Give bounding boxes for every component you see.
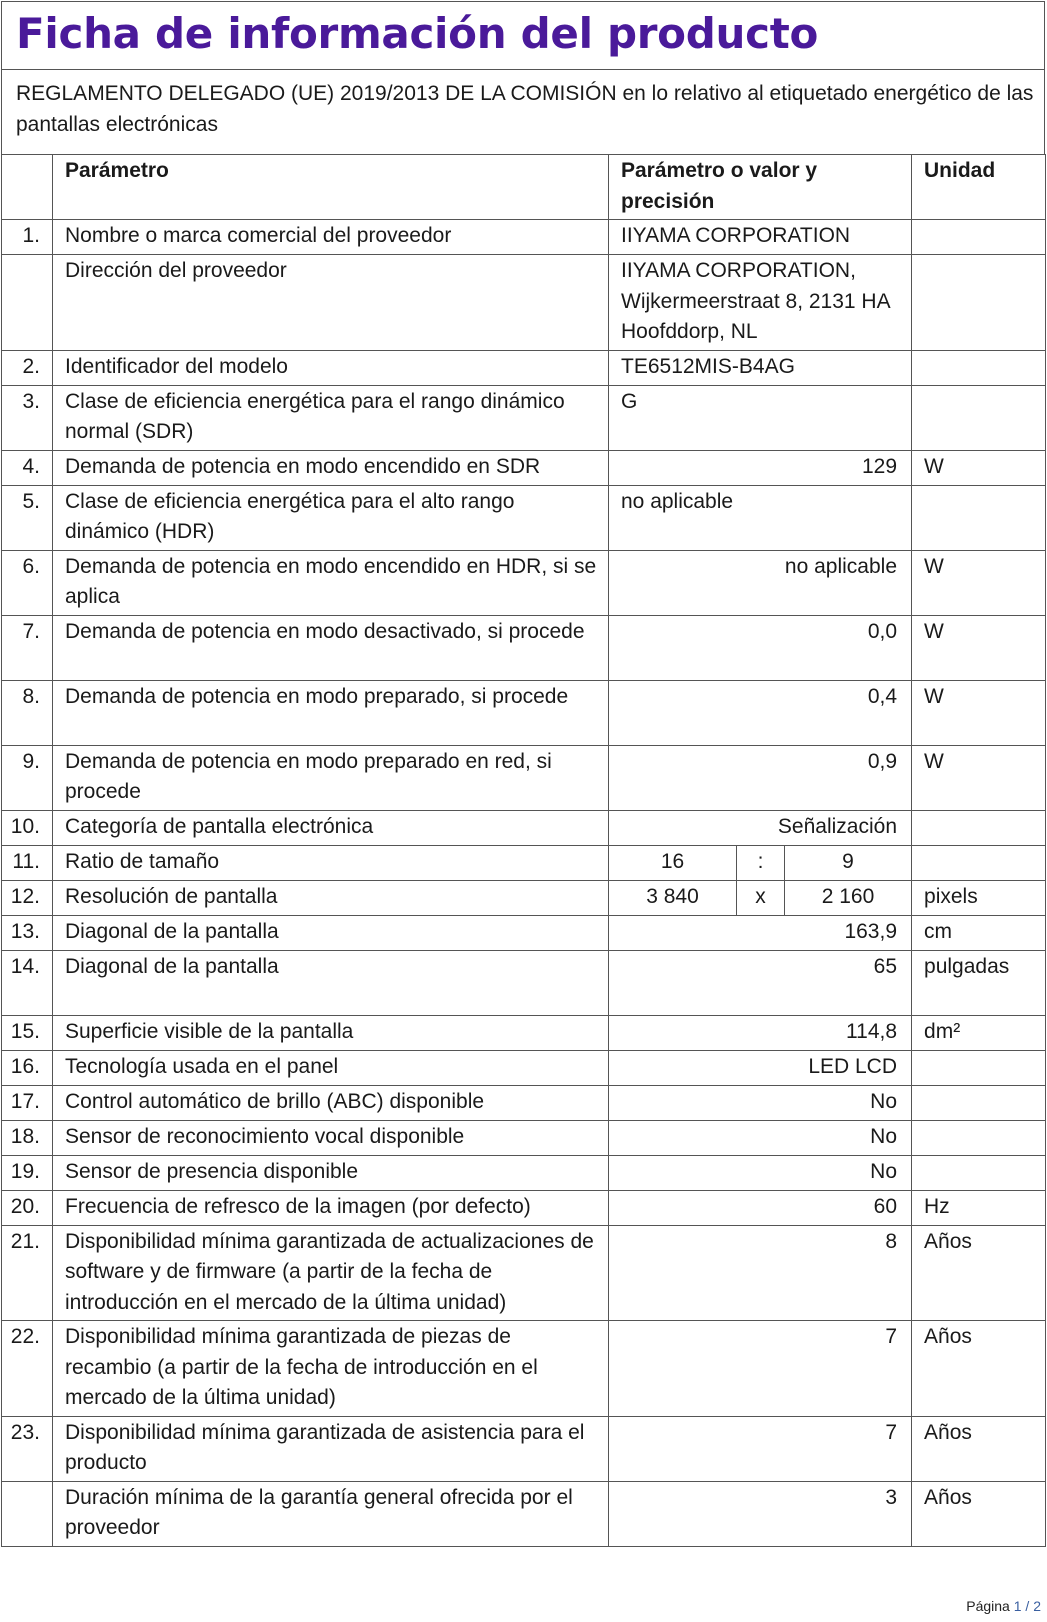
- row-number: 6.: [2, 550, 53, 615]
- row-unit: W: [912, 450, 1046, 485]
- header-value: Parámetro o valor y precisión: [609, 155, 912, 220]
- row-number: 8.: [2, 680, 53, 745]
- table-body: [2, 220, 1046, 1547]
- row-number: 1.: [2, 220, 53, 255]
- table-row: [2, 550, 1046, 615]
- row-value: 65: [609, 950, 912, 1015]
- row-number: 3.: [2, 385, 53, 450]
- row-value: IIYAMA CORPORATION: [609, 220, 912, 255]
- page-current: 1: [1013, 1598, 1022, 1614]
- product-table: [1, 154, 1046, 1547]
- row-parameter: Demanda de potencia en modo preparado, si procede: [53, 680, 609, 745]
- row-unit: cm: [912, 915, 1046, 950]
- page-total: 2: [1033, 1598, 1041, 1614]
- table-row: [2, 1481, 1046, 1546]
- table-row: [2, 680, 1046, 745]
- row-unit: [912, 1120, 1046, 1155]
- row-value: No: [609, 1120, 912, 1155]
- row-unit: W: [912, 615, 1046, 680]
- row-number: 7.: [2, 615, 53, 680]
- row-number: 9.: [2, 745, 53, 810]
- table-row: [2, 220, 1046, 255]
- row-unit: [912, 485, 1046, 550]
- row-parameter: Clase de eficiencia energética para el alto rango dinámico (HDR): [53, 485, 609, 550]
- row-parameter: Ratio de tamaño: [53, 845, 609, 880]
- row-unit: [912, 385, 1046, 450]
- row-unit: pixels: [912, 880, 1046, 915]
- page-label: Página: [966, 1598, 1010, 1614]
- page-title: Ficha de información del producto: [16, 9, 819, 58]
- title-box: [1, 1, 1045, 69]
- row-value: 114,8: [609, 1015, 912, 1050]
- row-parameter: Duración mínima de la garantía general ofrecida por el proveedor: [53, 1481, 609, 1546]
- row-value: Señalización: [609, 810, 912, 845]
- row-parameter: Superficie visible de la pantalla: [53, 1015, 609, 1050]
- row-value: 0,9: [609, 745, 912, 810]
- header-number: [2, 155, 53, 220]
- row-parameter: Control automático de brillo (ABC) disponible: [53, 1085, 609, 1120]
- row-value: IIYAMA CORPORATION, Wijkermeerstraat 8, 2131 HA Hoofddorp, NL: [609, 255, 912, 351]
- row-parameter: Disponibilidad mínima garantizada de actualizaciones de software y de firmware (a partir de la fecha de introducción en el mercado de la última unidad): [53, 1225, 609, 1321]
- table-row: [2, 1416, 1046, 1481]
- row-parameter: Disponibilidad mínima garantizada de piezas de recambio (a partir de la fecha de introducción en el mercado de la última unidad): [53, 1321, 609, 1417]
- row-unit: dm²: [912, 1015, 1046, 1050]
- product-info-sheet: [1, 1, 1045, 1547]
- row-number: 16.: [2, 1050, 53, 1085]
- row-value: 163,9: [609, 915, 912, 950]
- header-unit: Unidad: [912, 155, 1046, 220]
- table-row: [2, 255, 1046, 351]
- row-unit: [912, 255, 1046, 351]
- row-unit: pulgadas: [912, 950, 1046, 1015]
- row-value-first: 3 840: [609, 880, 737, 915]
- table-row: [2, 950, 1046, 1015]
- row-number: 14.: [2, 950, 53, 1015]
- row-number: 13.: [2, 915, 53, 950]
- page-footer: [966, 1598, 1041, 1614]
- row-parameter: Nombre o marca comercial del proveedor: [53, 220, 609, 255]
- table-row: [2, 1120, 1046, 1155]
- row-number: 18.: [2, 1120, 53, 1155]
- row-unit: Años: [912, 1416, 1046, 1481]
- row-number: [2, 255, 53, 351]
- row-number: 20.: [2, 1190, 53, 1225]
- row-parameter: Tecnología usada en el panel: [53, 1050, 609, 1085]
- row-number: 12.: [2, 880, 53, 915]
- table-row: [2, 485, 1046, 550]
- row-parameter: Diagonal de la pantalla: [53, 950, 609, 1015]
- row-parameter: Demanda de potencia en modo encendido en HDR, si se aplica: [53, 550, 609, 615]
- row-unit: [912, 845, 1046, 880]
- table-row: [2, 385, 1046, 450]
- row-parameter: Demanda de potencia en modo encendido en SDR: [53, 450, 609, 485]
- row-value-first: 16: [609, 845, 737, 880]
- row-parameter: Sensor de presencia disponible: [53, 1155, 609, 1190]
- table-row: [2, 1190, 1046, 1225]
- row-unit: [912, 220, 1046, 255]
- row-number: 22.: [2, 1321, 53, 1417]
- row-parameter: Identificador del modelo: [53, 350, 609, 385]
- table-row: [2, 1085, 1046, 1120]
- table-row: [2, 350, 1046, 385]
- table-row: [2, 450, 1046, 485]
- table-row: [2, 845, 1046, 880]
- row-unit: W: [912, 550, 1046, 615]
- row-value: No: [609, 1155, 912, 1190]
- row-unit: [912, 1085, 1046, 1120]
- table-row: [2, 810, 1046, 845]
- row-value: 60: [609, 1190, 912, 1225]
- row-unit: Años: [912, 1321, 1046, 1417]
- row-number: 19.: [2, 1155, 53, 1190]
- table-row: [2, 1050, 1046, 1085]
- row-parameter: Demanda de potencia en modo preparado en red, si procede: [53, 745, 609, 810]
- row-number: 10.: [2, 810, 53, 845]
- row-parameter: Diagonal de la pantalla: [53, 915, 609, 950]
- table-row: [2, 1225, 1046, 1321]
- page-separator: /: [1025, 1598, 1030, 1614]
- row-value: no aplicable: [609, 550, 912, 615]
- table-row: [2, 915, 1046, 950]
- row-parameter: Frecuencia de refresco de la imagen (por defecto): [53, 1190, 609, 1225]
- row-value-separator: :: [737, 845, 785, 880]
- table-header-row: [2, 155, 1046, 220]
- regulation-text: REGLAMENTO DELEGADO (UE) 2019/2013 DE LA COMISIÓN en lo relativo al etiquetado energético de las pantallas electrónicas: [1, 69, 1045, 154]
- row-value: no aplicable: [609, 485, 912, 550]
- row-unit: Años: [912, 1481, 1046, 1546]
- row-value: LED LCD: [609, 1050, 912, 1085]
- row-unit: W: [912, 745, 1046, 810]
- row-parameter: Resolución de pantalla: [53, 880, 609, 915]
- row-unit: [912, 1155, 1046, 1190]
- row-parameter: Disponibilidad mínima garantizada de asistencia para el producto: [53, 1416, 609, 1481]
- row-value: 0,4: [609, 680, 912, 745]
- table-row: [2, 615, 1046, 680]
- row-value: No: [609, 1085, 912, 1120]
- row-value-second: 2 160: [785, 880, 912, 915]
- table-row: [2, 1321, 1046, 1417]
- row-number: 4.: [2, 450, 53, 485]
- row-value: 0,0: [609, 615, 912, 680]
- row-number: 5.: [2, 485, 53, 550]
- header-parameter: Parámetro: [53, 155, 609, 220]
- row-value: 129: [609, 450, 912, 485]
- row-value: 7: [609, 1416, 912, 1481]
- row-number: 17.: [2, 1085, 53, 1120]
- row-number: 21.: [2, 1225, 53, 1321]
- row-unit: [912, 810, 1046, 845]
- row-value: 3: [609, 1481, 912, 1546]
- row-value-separator: x: [737, 880, 785, 915]
- row-unit: [912, 1050, 1046, 1085]
- row-value: 8: [609, 1225, 912, 1321]
- table-row: [2, 880, 1046, 915]
- table-row: [2, 745, 1046, 810]
- row-value: 7: [609, 1321, 912, 1417]
- row-unit: W: [912, 680, 1046, 745]
- row-number: 11.: [2, 845, 53, 880]
- row-number: 15.: [2, 1015, 53, 1050]
- row-parameter: Categoría de pantalla electrónica: [53, 810, 609, 845]
- table-row: [2, 1155, 1046, 1190]
- row-parameter: Demanda de potencia en modo desactivado, si procede: [53, 615, 609, 680]
- table-row: [2, 1015, 1046, 1050]
- row-unit: Años: [912, 1225, 1046, 1321]
- row-value-second: 9: [785, 845, 912, 880]
- row-value: TE6512MIS-B4AG: [609, 350, 912, 385]
- row-number: 2.: [2, 350, 53, 385]
- row-number: 23.: [2, 1416, 53, 1481]
- row-parameter: Sensor de reconocimiento vocal disponible: [53, 1120, 609, 1155]
- row-number: [2, 1481, 53, 1546]
- row-parameter: Clase de eficiencia energética para el rango dinámico normal (SDR): [53, 385, 609, 450]
- row-unit: Hz: [912, 1190, 1046, 1225]
- row-value: G: [609, 385, 912, 450]
- row-unit: [912, 350, 1046, 385]
- row-parameter: Dirección del proveedor: [53, 255, 609, 351]
